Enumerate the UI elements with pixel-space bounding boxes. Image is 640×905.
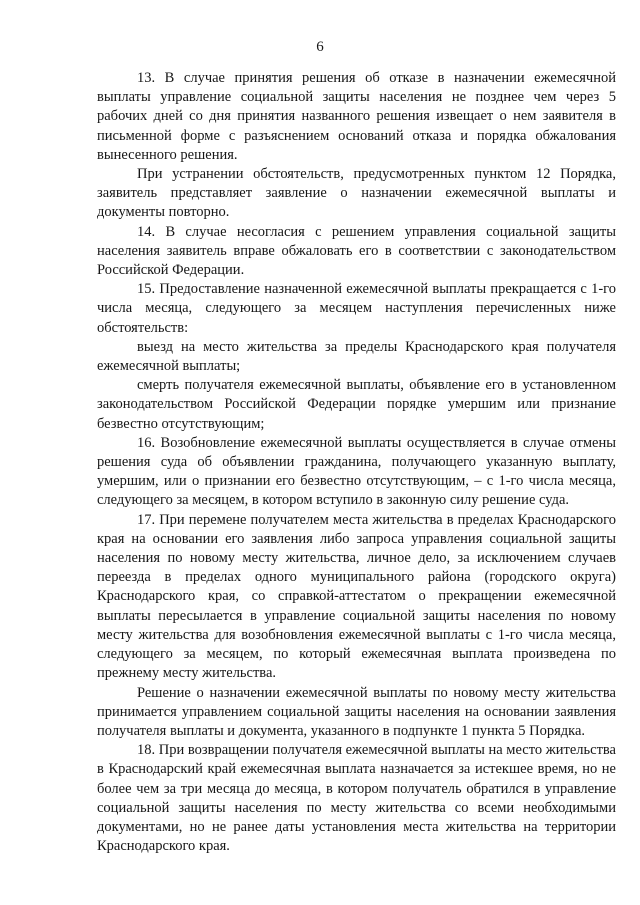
paragraph-14: 14. В случае несогласия с решением управления социальной защиты населения заявитель вправе обжаловать его в соответствии с законодательством Российской Федерации. bbox=[97, 223, 616, 279]
document-body bbox=[97, 69, 616, 856]
page-number: 6 bbox=[316, 39, 324, 55]
paragraph-17: 17. При перемене получателем места жительства в пределах Краснодарского края на основании его заявления либо запроса управления социальной защиты населения по новому месту жительства, личное дело, за исключением случаев переезда в пределах одного муниципального района (городского округа) Краснодарского края, со справкой-аттестатом о прекращении ежемесячной выплаты пересылается в управление социальной защиты населения по новому месту жительства для возобновления ежемесячной выплаты с 1-го числа месяца, следующего за месяцем, по который ежемесячная выплата произведена по прежнему месту жительства. bbox=[97, 511, 616, 682]
paragraph-15-item-1: выезд на место жительства за пределы Краснодарского края получателя ежемесячной выплаты; bbox=[97, 338, 616, 375]
paragraph-18: 18. При возвращении получателя ежемесячной выплаты на место жительства в Краснодарский край ежемесячная выплата назначается за истекшее время, но не более чем за три месяца до месяца, в котором получатель обратился в управление социальной защиты населения по месту жительства со всеми необходимыми документами, но не ранее даты установления места жительства на территории Краснодарского края. bbox=[97, 742, 616, 855]
paragraph-17-decision: Решение о назначении ежемесячной выплаты по новому месту жительства принимается управлением социальной защиты населения на основании заявления получателя выплаты и документа, указанного в подпункте 1 пункта 5 Порядка. bbox=[97, 684, 616, 739]
paragraph-15-item-2: смерть получателя ежемесячной выплаты, объявление его в установленном законодательством Российской Федерации порядке умершим или признание безвестно отсутствующим; bbox=[97, 377, 616, 432]
paragraph-16: 16. Возобновление ежемесячной выплаты осуществляется в случае отмены решения суда об объявлении гражданина, получающего указанную выплату, умершим, или о признании его безвестно отсутствующим, – с 1-го числа месяца, следующего за месяцем, в котором вступило в законную силу решение суда. bbox=[97, 434, 616, 509]
paragraph-15: 15. Предоставление назначенной ежемесячной выплаты прекращается с 1-го числа месяца, следующего за месяцем наступления перечисленных ниже обстоятельств: bbox=[97, 281, 616, 336]
paragraph-13-repeat: При устранении обстоятельств, предусмотренных пунктом 12 Порядка, заявитель представляет заявление о назначении ежемесячной выплаты и документы повторно. bbox=[97, 166, 616, 221]
paragraph-13: 13. В случае принятия решения об отказе в назначении ежемесячной выплаты управление социальной защиты населения не позднее чем через 5 рабочих дней со дня принятия названного решения извещает о нем заявителя в письменной форме с разъяснением оснований отказа и порядка обжалования вынесенного решения. bbox=[97, 70, 616, 163]
